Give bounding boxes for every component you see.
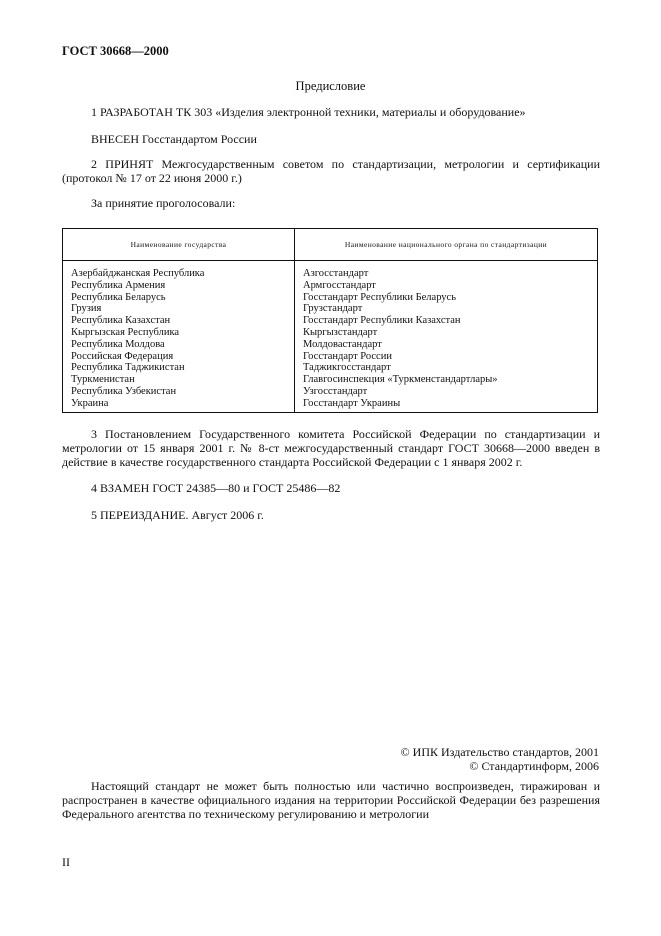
state-cell: Республика Беларусь xyxy=(63,292,295,304)
table-row xyxy=(63,362,598,374)
paragraph-voted-intro: За принятие проголосовали: xyxy=(91,196,236,210)
copyright-line-publisher: © ИПК Издательство стандартов, 2001 xyxy=(400,745,599,759)
column-header-state: Наименование государства xyxy=(63,229,295,261)
table-header-row xyxy=(63,229,598,261)
paragraph-developed-by: 1 РАЗРАБОТАН ТК 303 «Изделия электронной техники, материалы и оборудование» xyxy=(91,105,526,119)
state-cell: Республика Молдова xyxy=(63,339,295,351)
table-row xyxy=(63,398,598,412)
state-cell: Грузия xyxy=(63,303,295,315)
page-number: II xyxy=(62,855,70,869)
paragraph-reissue: 5 ПЕРЕИЗДАНИЕ. Август 2006 г. xyxy=(91,508,264,522)
national-body-cell: Главгосинспекция «Туркменстандартлары» xyxy=(303,374,498,386)
state-cell: Российская Федерация xyxy=(63,351,295,363)
national-body-cell: Молдовастандарт xyxy=(303,338,382,350)
table-row xyxy=(63,315,598,327)
national-body-cell: Грузстандарт xyxy=(303,303,363,315)
national-body-cell: Госстандарт России xyxy=(303,350,392,362)
national-body-cell: Госстандарт Республики Казахстан xyxy=(303,315,461,327)
table-row xyxy=(63,327,598,339)
table-row xyxy=(63,303,598,315)
column-header-national-body: Наименование национального органа по стандартизации xyxy=(295,229,598,261)
copyright-block xyxy=(401,745,599,773)
reproduction-notice: Настоящий стандарт не может быть полностью или частично воспроизведен, тиражирован и распространен в качестве официального издания на территории Российской Федерации без разрешения Федерального агентства по техническому регулированию и метрологии xyxy=(62,779,600,821)
table-row xyxy=(63,280,598,292)
paragraph-adopted-by: 2 ПРИНЯТ Межгосударственным советом по стандартизации, метрологии и сертификации (протокол № 17 от 22 июня 2000 г.) xyxy=(62,157,600,185)
state-cell: Азербайджанская Республика xyxy=(63,261,295,280)
copyright-line-standartinform: © Стандартинформ, 2006 xyxy=(469,759,599,773)
page-title: Предисловие xyxy=(295,79,366,93)
national-body-cell: Узгосстандарт xyxy=(303,385,368,397)
national-body-cell: Госстандарт Республики Беларусь xyxy=(303,291,457,303)
state-cell: Туркменистан xyxy=(63,374,295,386)
table-row xyxy=(63,261,598,280)
state-cell: Кыргызская Республика xyxy=(63,327,295,339)
national-body-cell: Азгосстандарт xyxy=(303,268,369,279)
state-cell: Республика Армения xyxy=(63,280,295,292)
national-body-cell: Таджикгосстандарт xyxy=(303,362,391,374)
table-row xyxy=(63,374,598,386)
state-cell: Республика Таджикистан xyxy=(63,362,295,374)
state-cell: Республика Казахстан xyxy=(63,315,295,327)
national-body-cell: Армгосстандарт xyxy=(303,279,376,291)
paragraph-resolution: 3 Постановлением Государственного комитета Российской Федерации по стандартизации и метрологии от 15 января 2001 г. № 8-ст межгосударственный стандарт ГОСТ 30668—2000 введен в действие в качестве государственного стандарта Российской Федерации с 1 января 2002 г. xyxy=(62,427,600,469)
state-cell: Республика Узбекистан xyxy=(63,386,295,398)
table-row xyxy=(63,351,598,363)
table-row xyxy=(63,339,598,351)
standard-code-header: ГОСТ 30668—2000 xyxy=(62,44,169,58)
table-row xyxy=(63,386,598,398)
voting-table xyxy=(62,228,598,413)
paragraph-introduced-by: ВНЕСЕН Госстандартом России xyxy=(91,132,257,146)
national-body-cell: Госстандарт Украины xyxy=(295,398,598,412)
table-row xyxy=(63,292,598,304)
national-body-cell: Кыргызстандарт xyxy=(303,326,378,338)
paragraph-replaces: 4 ВЗАМЕН ГОСТ 24385—80 и ГОСТ 25486—82 xyxy=(91,481,341,495)
state-cell: Украина xyxy=(63,398,295,412)
